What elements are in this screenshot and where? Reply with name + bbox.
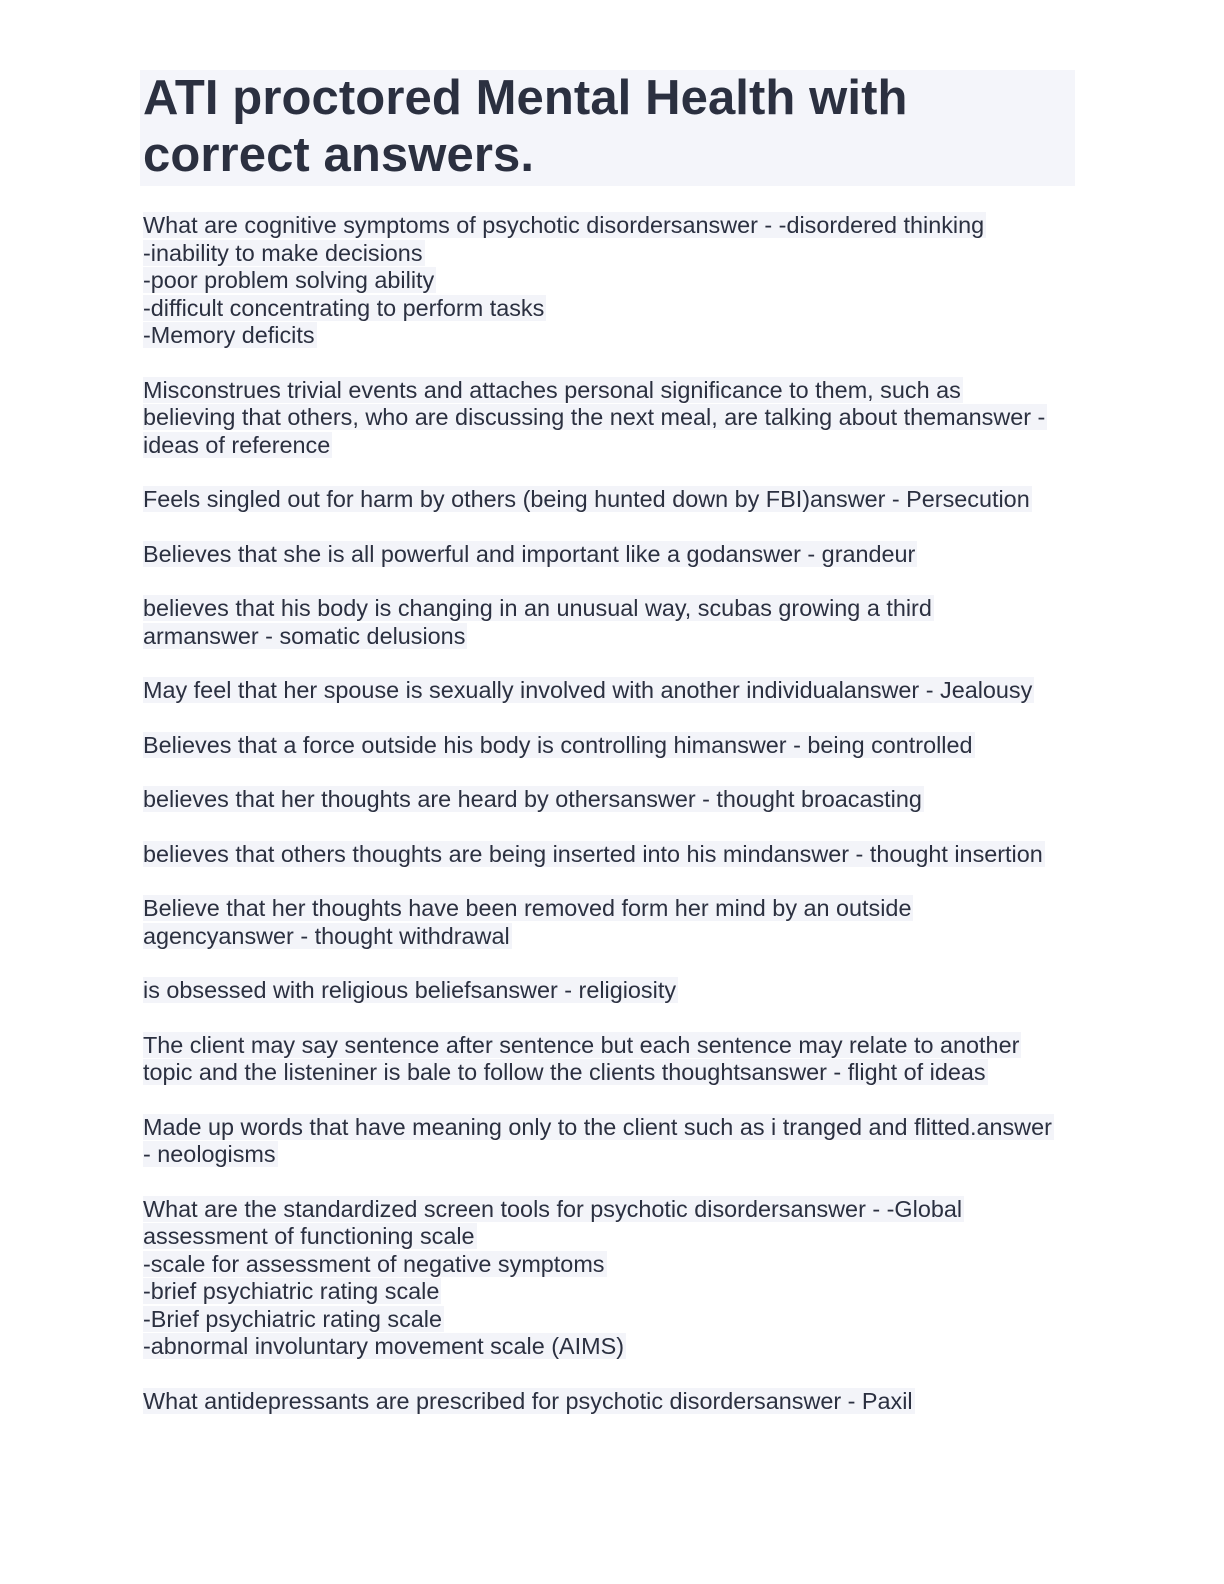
qa-line [143,212,1075,240]
qa-item [143,486,1075,514]
qa-line [143,1223,1075,1251]
document-page [140,70,1075,1442]
qa-line [143,240,1075,268]
qa-line [143,1388,1075,1416]
qa-line [143,1306,1075,1334]
qa-line [143,623,1075,651]
qa-line [143,841,1075,869]
qa-line [143,432,1075,460]
qa-item [143,1388,1075,1416]
qa-item [143,1032,1075,1087]
qa-line [143,1059,1075,1087]
qa-item [143,1114,1075,1169]
qa-item [143,595,1075,650]
qa-item [143,1196,1075,1361]
qa-item [143,677,1075,705]
qa-line-text: -Memory deficits [143,322,315,348]
qa-line-text: What are the standardized screen tools for psychotic disordersanswer - -Global [143,1195,963,1222]
qa-line-text: Feels singled out for harm by others (being hunted down by FBI)answer - Persecution [143,486,1030,512]
qa-line [143,322,1075,350]
qa-line-text: -brief psychiatric rating scale [143,1278,440,1304]
qa-item [143,377,1075,460]
qa-item [143,541,1075,569]
qa-item [143,977,1075,1005]
qa-line [143,732,1075,760]
document-title: ATI proctored Mental Health with correct answers. [143,71,908,182]
qa-line [143,295,1075,323]
qa-item [143,732,1075,760]
qa-line [143,595,1075,623]
qa-line-text: Misconstrues trivial events and attaches personal significance to them, such as [143,376,961,403]
qa-item [143,212,1075,350]
qa-item [143,895,1075,950]
qa-list [140,212,1075,1415]
qa-line-text: topic and the listeniner is bale to follow the clients thoughtsanswer - flight of ideas [143,1059,986,1085]
qa-line-text: believing that others, who are discussing the next meal, are talking about themanswer - [143,404,1046,430]
qa-line [143,1032,1075,1060]
qa-line [143,1114,1075,1142]
qa-line-text: believes that her thoughts are heard by othersanswer - thought broacasting [143,786,922,812]
qa-line [143,977,1075,1005]
qa-line-text: believes that his body is changing in an unusual way, scubas growing a third [143,595,932,621]
qa-line-text: ideas of reference [143,431,331,458]
qa-line-text: -scale for assessment of negative symptoms [143,1250,605,1277]
qa-line-text: believes that others thoughts are being inserted into his mindanswer - thought insertion [143,840,1043,867]
qa-line-text: Believe that her thoughts have been removed form her mind by an outside [143,895,912,921]
qa-line [143,923,1075,951]
qa-line-text: Believes that a force outside his body is controlling himanswer - being controlled [143,731,973,758]
qa-line-text: Believes that she is all powerful and important like a godanswer - grandeur [143,540,916,567]
qa-line [143,377,1075,405]
qa-line [143,1196,1075,1224]
qa-line [143,677,1075,705]
qa-line-text: May feel that her spouse is sexually involved with another individualanswer - Jealousy [143,677,1033,703]
qa-item [143,841,1075,869]
qa-line [143,1141,1075,1169]
qa-line-text: - neologisms [143,1141,276,1167]
qa-line [143,541,1075,569]
qa-line-text: -inability to make decisions [143,239,423,266]
qa-line-text: -difficult concentrating to perform tasks [143,294,545,321]
qa-line-text: Made up words that have meaning only to the client such as i tranged and flitted.answer [143,1113,1052,1140]
qa-line [143,486,1075,514]
title-block [140,70,1075,186]
qa-line [143,1278,1075,1306]
qa-line [143,1333,1075,1361]
qa-line [143,267,1075,295]
qa-line [143,404,1075,432]
qa-line-text: agencyanswer - thought withdrawal [143,922,510,949]
qa-line-text: assessment of functioning scale [143,1223,475,1249]
qa-line [143,895,1075,923]
qa-item [143,786,1075,814]
qa-line-text: -Brief psychiatric rating scale [143,1305,442,1332]
qa-line-text: The client may say sentence after sentence but each sentence may relate to another [143,1031,1020,1058]
qa-line [143,786,1075,814]
qa-line-text: -abnormal involuntary movement scale (AIMS) [143,1333,624,1359]
qa-line-text: armanswer - somatic delusions [143,622,466,649]
qa-line [143,1251,1075,1279]
qa-line-text: What antidepressants are prescribed for psychotic disordersanswer - Paxil [143,1387,913,1414]
qa-line-text: What are cognitive symptoms of psychotic disordersanswer - -disordered thinking [143,212,985,238]
qa-line-text: -poor problem solving ability [143,267,435,293]
qa-line-text: is obsessed with religious beliefsanswer - religiosity [143,977,677,1003]
